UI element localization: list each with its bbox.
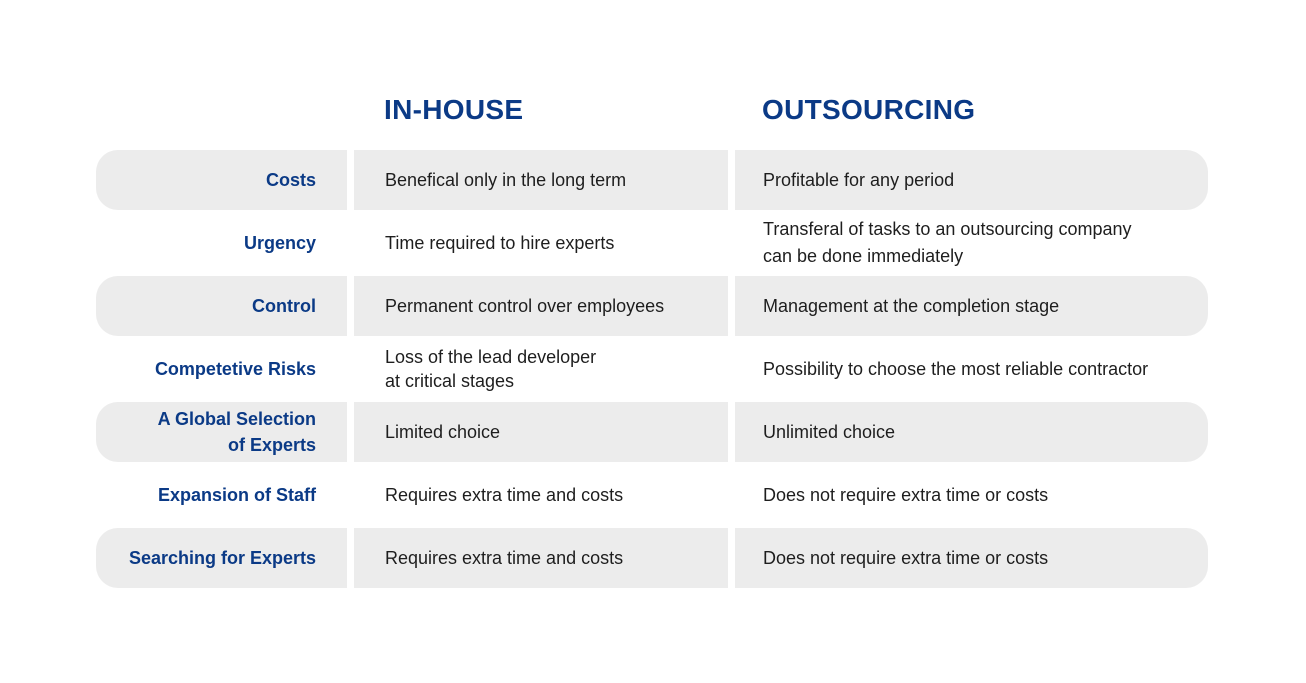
row-label-cell: [96, 213, 347, 273]
outsourcing-value: Unlimited choice: [763, 421, 896, 442]
table-row-urgency: [96, 213, 1208, 273]
row-label: A Global Selection of Experts: [157, 409, 316, 455]
table-row-expansion-of-staff: [96, 465, 1208, 525]
in-house-value: Time required to hire experts: [385, 233, 615, 253]
row-label: Costs: [265, 170, 316, 190]
row-label-cell: [96, 150, 347, 210]
outsourcing-cell: [735, 276, 1208, 336]
row-label: Competetive Risks: [154, 359, 316, 379]
in-house-value: Limited choice: [385, 422, 501, 442]
outsourcing-value: Possibility to choose the most reliable contractor: [763, 358, 1149, 379]
in-house-cell: [354, 339, 728, 399]
in-house-value: Requires extra time and costs: [385, 548, 624, 568]
row-label: Control: [252, 296, 316, 316]
row-label: Searching for Experts: [128, 548, 316, 568]
row-label-cell: [96, 276, 347, 336]
table-row-searching-for-experts: [96, 528, 1208, 588]
in-house-value: Benefical only in the long term: [385, 170, 627, 190]
row-label: Expansion of Staff: [157, 485, 316, 505]
in-house-cell: [354, 528, 728, 588]
in-house-cell: [354, 213, 728, 273]
in-house-cell: [354, 276, 728, 336]
outsourcing-cell: [735, 402, 1208, 462]
in-house-column-header: IN-HOUSE: [384, 94, 524, 125]
comparison-table: [96, 150, 1208, 591]
in-house-cell: [354, 465, 728, 525]
outsourcing-value: Transferal of tasks to an outsourcing company can be done immediately: [763, 219, 1132, 266]
outsourcing-cell: [735, 339, 1208, 399]
row-label-cell: [96, 465, 347, 525]
outsourcing-cell: [735, 213, 1208, 273]
row-label-cell: [96, 528, 347, 588]
outsourcing-cell: [735, 465, 1208, 525]
row-label-cell: [96, 402, 347, 462]
outsourcing-cell: [735, 150, 1208, 210]
in-house-value: Permanent control over employees: [385, 296, 665, 316]
outsourcing-value: Does not require extra time or costs: [763, 547, 1049, 568]
table-row-control: [96, 276, 1208, 336]
table-row-global-selection: [96, 402, 1208, 462]
in-house-value: Loss of the lead developer at critical stages: [385, 347, 597, 391]
outsourcing-cell: [735, 528, 1208, 588]
outsourcing-column-header: OUTSOURCING: [762, 94, 976, 125]
outsourcing-value: Does not require extra time or costs: [763, 484, 1049, 505]
row-label-cell: [96, 339, 347, 399]
table-row-competitive-risks: [96, 339, 1208, 399]
table-row-costs: [96, 150, 1208, 210]
outsourcing-value: Management at the completion stage: [763, 295, 1060, 316]
in-house-cell: [354, 150, 728, 210]
in-house-cell: [354, 402, 728, 462]
in-house-value: Requires extra time and costs: [385, 485, 624, 505]
row-label: Urgency: [243, 233, 316, 253]
outsourcing-value: Profitable for any period: [763, 169, 955, 190]
